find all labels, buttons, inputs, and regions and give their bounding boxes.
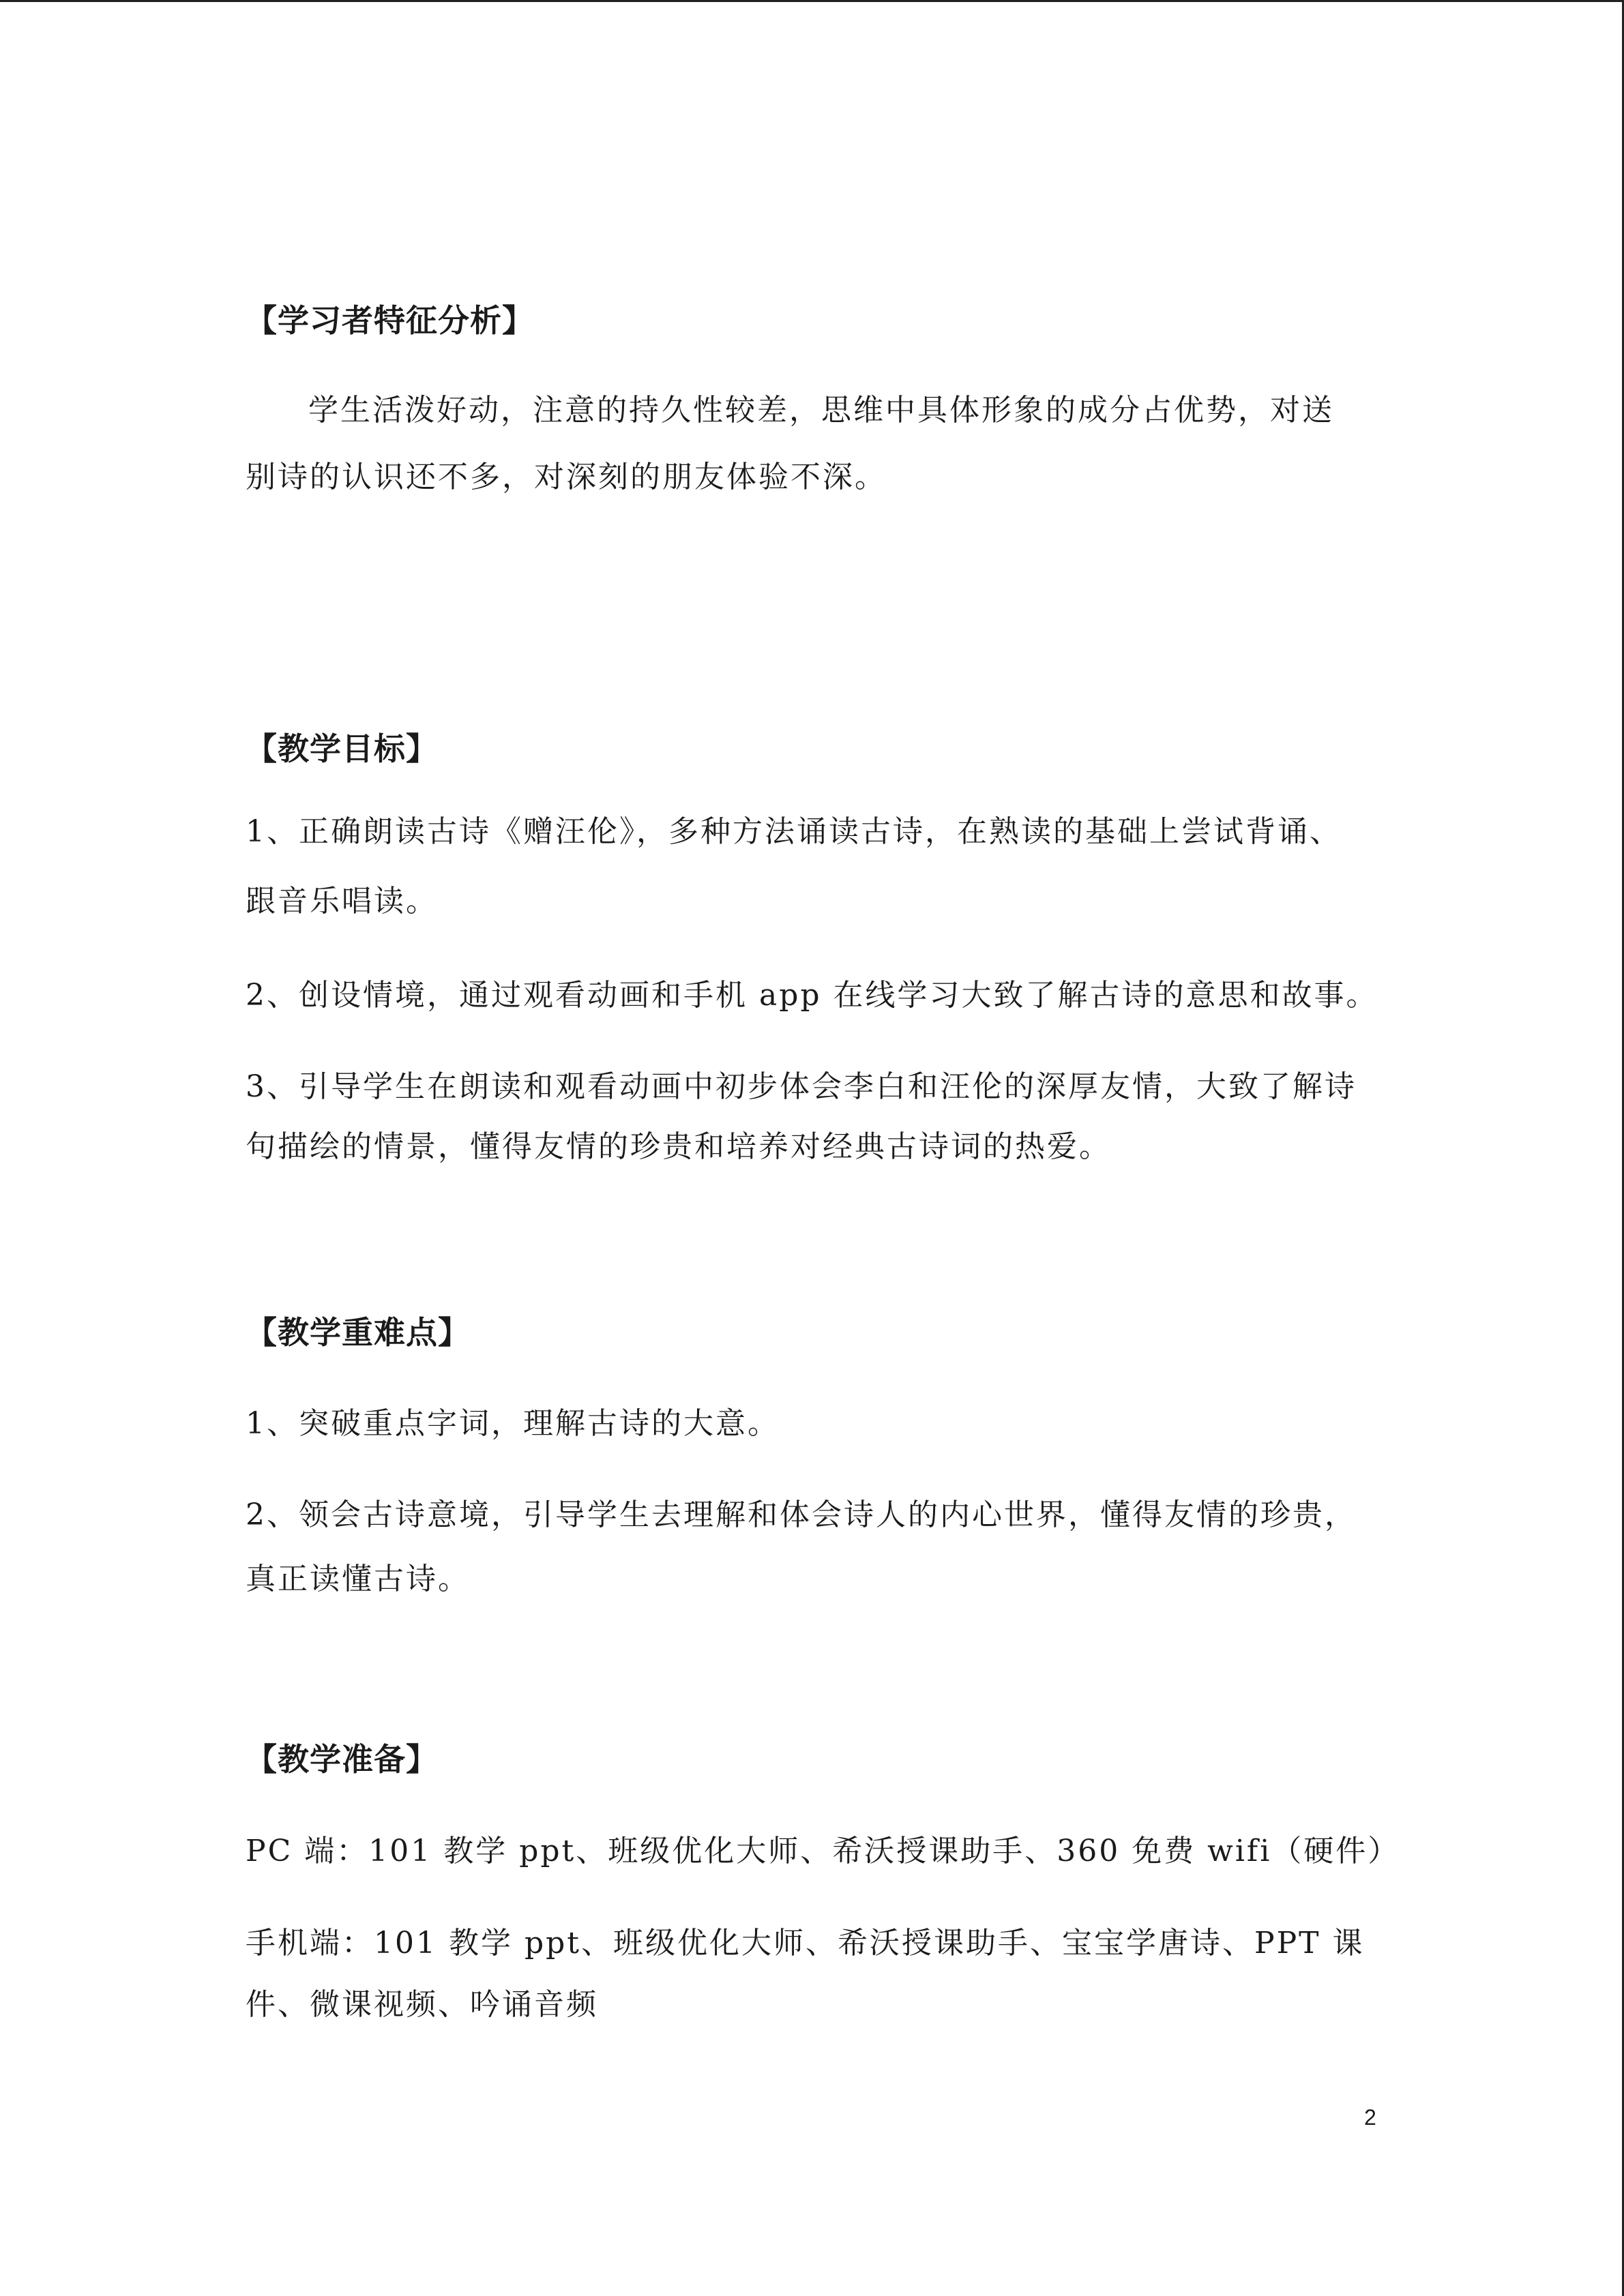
page-number: 2 xyxy=(1364,2105,1376,2130)
heading-preparation: 【教学准备】 xyxy=(246,1741,438,1778)
objective-3-line-2: 句描绘的情景，懂得友情的珍贵和培养对经典古诗词的热爱。 xyxy=(246,1129,1111,1164)
objective-3-line-1: 3、引导学生在朗读和观看动画中初步体会李白和汪伦的深厚友情，大致了解诗 xyxy=(246,1069,1357,1104)
objective-1-line-1: 1、正确朗读古诗《赠汪伦》，多种方法诵读古诗，在熟读的基础上尝试背诵、 xyxy=(246,814,1342,849)
objective-1-line-2: 跟音乐唱读。 xyxy=(246,884,438,919)
preparation-mobile-line-1: 手机端：101 教学 ppt、班级优化大师、希沃授课助手、宝宝学唐诗、PPT 课 xyxy=(246,1926,1365,1960)
preparation-pc-line-1: PC 端：101 教学 ppt、班级优化大师、希沃授课助手、360 免费 wifi（硬件） xyxy=(246,1834,1400,1868)
objective-2-line-1: 2、创设情境，通过观看动画和手机 app 在线学习大致了解古诗的意思和故事。 xyxy=(246,978,1378,1013)
preparation-mobile-line-2: 件、微课视频、吟诵音频 xyxy=(246,1987,598,2022)
key-difficulty-1-line-1: 1、突破重点字词，理解古诗的大意。 xyxy=(246,1406,780,1441)
heading-objectives: 【教学目标】 xyxy=(246,730,438,767)
learner-analysis-line-1: 学生活泼好动，注意的持久性较差，思维中具体形象的成分占优势，对送 xyxy=(308,393,1334,428)
page-border-top xyxy=(0,0,1624,2)
heading-key-difficulties: 【教学重难点】 xyxy=(246,1314,470,1351)
heading-learner-analysis: 【学习者特征分析】 xyxy=(246,302,534,339)
key-difficulty-2-line-2: 真正读懂古诗。 xyxy=(246,1562,470,1596)
key-difficulty-2-line-1: 2、领会古诗意境，引导学生去理解和体会诗人的内心世界，懂得友情的珍贵， xyxy=(246,1497,1357,1532)
learner-analysis-line-2: 别诗的认识还不多，对深刻的朋友体验不深。 xyxy=(246,460,887,494)
